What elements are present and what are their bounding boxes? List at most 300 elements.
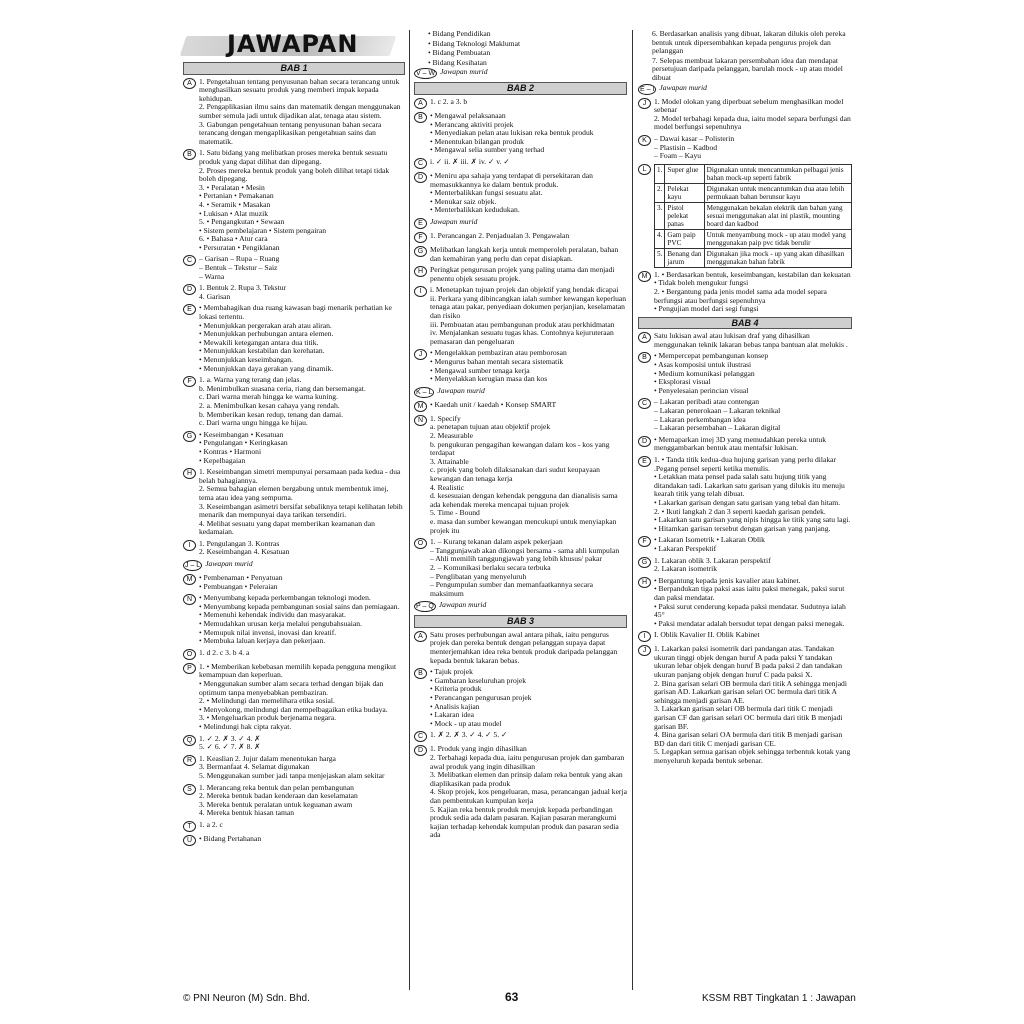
answer-text — [430, 266, 627, 283]
answer-label: J — [414, 349, 427, 360]
answer-line: 1. Pengetahuan tentang penyusunan bahan secara terancang untuk menghasilkan sesuatu produk yang memberi impak kepada kehidupan. — [199, 76, 400, 103]
answer-line: 4. • Seramik • Masakan — [199, 199, 271, 209]
answer-line: • Pengujian model dari segi fungsi — [654, 304, 759, 314]
answer-label: A — [414, 631, 427, 642]
answer-line: 2. – Komunikasi berlaku secara terbuka — [430, 562, 551, 572]
answer-line: • Letakkan mata pensel pada salah satu hujung titik yang ditandakan tadi. Lakarkan satu garisan yang dilukis itu menuju kearah titik yang telah dibuat. — [654, 472, 845, 499]
answer-line: – Bentuk – Tekstur – Saiz — [199, 263, 278, 273]
answer-block — [183, 78, 405, 147]
answer-text — [199, 304, 405, 373]
answer-text — [430, 218, 627, 229]
answer-line: 2. Model terbahagi kepada dua, iaitu model separa berfungsi dan model berfungsi sepenuhnya — [654, 113, 851, 132]
answer-label: D — [183, 284, 196, 295]
answer-text — [654, 135, 852, 161]
answer-line: • Menunjukkan keseimbangan. — [199, 355, 293, 364]
answer-label: V – W — [416, 70, 436, 78]
answer-line: • Mengurus bahan mentah secara sistematik — [430, 357, 564, 367]
answer-line: • Lakaran Isometrik • Lakaran Oblik — [654, 535, 765, 545]
answer-block — [183, 735, 405, 752]
answer-line: 1. d 2. c 3. b 4. a — [199, 647, 250, 657]
answer-label: H — [183, 468, 196, 479]
answer-label: A — [638, 332, 651, 343]
answer-line: 1. Keaslian 2. Jujur dalam menentukan harga — [199, 753, 336, 763]
answer-line: 4. Mereka bentuk hiasan taman — [199, 808, 295, 818]
answer-line: • Memupuk nilai invensi, inovasi dan kreatif. — [199, 627, 337, 637]
answer-line: b. Menimbulkan suasana ceria, riang dan bersemangat. — [199, 383, 366, 393]
answer-line: – Plastisin – Kadbod — [654, 142, 718, 152]
answer-text — [430, 172, 627, 215]
answer-text — [430, 415, 627, 535]
answer-line: Jawapan murid — [659, 82, 707, 92]
answer-block — [638, 577, 852, 629]
answer-label: B — [638, 352, 651, 363]
answer-line: 2. Lakaran isometrik — [654, 564, 718, 574]
answer-line: • Lakaran Perspektif — [654, 543, 717, 553]
answer-block — [638, 135, 852, 161]
answer-line: • Pembuangan • Peleraian — [199, 581, 278, 591]
answer-line: • Mewakili ketegangan antara dua titik. — [199, 337, 319, 347]
answer-label: N — [183, 594, 196, 605]
answer-line: 2. Measurable — [430, 431, 474, 440]
answer-label: E — [638, 456, 651, 467]
answer-line: 2. Terbahagi kepada dua, iaitu pengurusan projek dan gambaran awal produk yang ingin dihasilkan — [430, 753, 625, 771]
adhesive-table — [654, 164, 852, 268]
table-cell-no: 5. — [655, 248, 665, 267]
table-cell-desc: Digunakan untuk mencantumkan pelbagai jenis bahan mock-up seperti fabrik — [704, 164, 851, 183]
answer-label: T — [183, 821, 196, 832]
answer-line: • Menyokong, melindungi dan mempelbagaikan etika budaya. — [199, 704, 388, 714]
answer-line: 1. – Kurang tekanan dalam aspek pekerjaan — [430, 537, 563, 547]
answer-line: 1. Lakaran oblik 3. Lakaran perspektif — [654, 555, 771, 565]
answer-line: Jawapan murid — [205, 559, 253, 569]
answer-label: F — [638, 536, 651, 547]
answer-line: • Medium komunikasi pelanggan — [654, 368, 755, 378]
table-cell-no: 2. — [655, 183, 665, 202]
answer-line: c. Dari warna ungu hingga ke hijau. — [199, 418, 308, 428]
answer-block — [638, 456, 852, 533]
answer-line: 4. Skop projek, kos pengeluaran, masa, perancangan jadual kerja dan pembentukan kumpulan kerja — [430, 787, 627, 805]
answer-text — [430, 668, 627, 728]
answer-line: • Bergantung kepada jenis kavalier atau kabinet. — [654, 575, 801, 585]
table-cell-no: 4. — [655, 229, 665, 248]
answer-label: K — [638, 135, 651, 146]
answer-label: B — [414, 668, 427, 679]
answer-text — [199, 821, 405, 832]
answer-line: i. ✓ ii. ✗ iii. ✗ iv. ✓ v. ✓ — [430, 156, 510, 166]
answer-line: 1. Bentuk 2. Rupa 3. Tekstur — [199, 283, 287, 293]
answer-block — [638, 352, 852, 395]
answer-text — [654, 536, 852, 553]
answer-line: I. Oblik Kavalier II. Oblik Kabinet — [654, 630, 760, 640]
answer-label: G — [183, 431, 196, 442]
page-title: JAWAPAN — [227, 30, 359, 58]
answer-block — [414, 745, 627, 840]
answer-label: J — [638, 98, 651, 109]
answer-text — [654, 98, 852, 132]
answer-block — [183, 431, 405, 465]
bab-3-answers — [414, 631, 627, 840]
answer-line: iv. Menjalankan sesuatu tugas khas. Contohnya kejuruteraan pemasaran dan pengeluaran — [430, 328, 614, 346]
table-cell-item: Benang dan jarum — [665, 248, 704, 267]
answer-text — [654, 436, 852, 453]
answer-line: • Keseimbangan • Kesatuan — [199, 429, 284, 439]
answer-label: F — [414, 232, 427, 243]
answer-line: • Kontras • Harmoni — [199, 446, 262, 456]
answer-label: C — [414, 158, 427, 169]
answer-line: 2. Mereka bentuk badan kenderaan dan keselamatan — [199, 791, 358, 801]
answer-block — [414, 731, 627, 742]
answer-line: • Memenuhi kehendak individu dan masyarakat. — [199, 610, 346, 620]
answer-line: 3. Lakarkan garisan selari OB bermula dari titik C menjadi garisan CF dan garisan selari OC bermula dari titik B menjadi garisan BF. — [654, 704, 843, 731]
chapter-heading-bab-2: BAB 2 — [414, 82, 627, 95]
bab-1-answers — [183, 78, 405, 846]
answer-text — [430, 731, 627, 742]
answer-block — [414, 218, 627, 229]
answer-line: • Mengawal pelaksanaan — [430, 110, 506, 120]
answer-block — [183, 255, 405, 281]
answer-line: • Melindungi hak cipta rakyat. — [199, 721, 292, 731]
answer-block — [638, 271, 852, 314]
answer-line: 3. Attainable — [430, 456, 469, 466]
answer-line: • Bidang Kesihatan — [428, 57, 487, 67]
answer-block — [638, 84, 852, 95]
table-cell-no: 3. — [655, 202, 665, 229]
answer-block — [183, 284, 405, 301]
answer-line: – Lakaran persembahan – Lakaran digital — [654, 423, 781, 433]
answer-block — [638, 557, 852, 574]
answer-label: D — [414, 172, 427, 183]
answer-text — [654, 557, 852, 574]
answer-line: 3. Mereka bentuk peralatan untuk keguanan awam — [199, 799, 353, 809]
answer-text — [430, 158, 627, 169]
answer-text — [199, 78, 405, 147]
answer-text — [199, 735, 405, 752]
answer-block — [183, 376, 405, 428]
answer-text — [430, 98, 627, 109]
answer-line: 2. Proses mereka bentuk produk yang boleh dilihat tetapi tidak boleh dipegang. — [199, 165, 390, 184]
answer-line: • Mengelakkan pembaziran atau pemborosan — [430, 348, 567, 358]
answer-label: G — [414, 246, 427, 257]
answer-line: – Lakaran perkembangan idea — [654, 414, 746, 424]
answer-line: 5. • Pengangkutan • Sewaan — [199, 217, 285, 227]
answer-label: E — [183, 304, 196, 315]
chapter-heading-bab-4: BAB 4 — [638, 317, 852, 330]
answer-line: b. Memberikan kesan redup, tenang dan damai. — [199, 409, 344, 419]
answer-line: 1. Produk yang ingin dihasilkan — [430, 744, 527, 754]
answer-block — [414, 266, 627, 283]
answer-label: A — [183, 78, 196, 89]
answer-line: 6. Berdasarkan analisis yang dibuat, lakaran dilukis oleh pereka bentuk untuk dipersembahkan kepada pengurus projek dan pelanggan — [652, 30, 846, 56]
answer-block — [414, 349, 627, 383]
answer-line: iii. Pembuatan atau pembangunan produk atau perkhidmatan — [430, 319, 615, 329]
answer-line: – Ahli memilih tanggungjawab yang lebih khusus/ pakar — [430, 554, 602, 564]
table-cell-no: 1. — [655, 164, 665, 183]
table-cell-item: Pistol pelekat panas — [665, 202, 704, 229]
answer-label: R — [183, 755, 196, 766]
answer-line: • Pengulangan • Keringkasan — [199, 438, 288, 448]
answer-line: • Menunjukkan kestabilan dan kerehatan. — [199, 346, 325, 356]
answer-line: 1. Merancang reka bentuk dan pelan pembangunan — [199, 782, 354, 792]
answer-line: 2. Pengaplikasian ilmu sains dan matematik dengan menggunakan sumber semula jadi untuk dijadikan alat, tenaga atau sistem. — [199, 102, 401, 120]
answer-line: • Tajuk projek — [430, 667, 473, 677]
answer-line: 1. Model olokan yang diperbuat sebelum menghasilkan model sebenar — [654, 96, 844, 115]
answer-line: • Menyediakan pelan atau lukisan reka bentuk produk — [430, 128, 594, 138]
answer-line: • Menggunakan sumber alam secara terhad dengan bijak dan optimum tanpa menyebabkan pembaziran. — [199, 679, 384, 697]
answer-line: • Gambaran keseluruhan projek — [430, 675, 527, 685]
answer-line: • Paksi mendatar adalah bersudut tepat dengan paksi menegak. — [654, 618, 845, 628]
answer-line: • Paksi surut cenderung kepada paksi mendatar. Sudutnya ialah 45° — [654, 601, 846, 620]
answer-block — [414, 631, 627, 665]
answer-line: 2. • Ikuti langkah 2 dan 3 seperti kaedah garisan pendek. — [654, 506, 826, 516]
answer-line: 6. • Bahasa • Atur cara — [199, 234, 268, 244]
answer-line: 1. c 2. a 3. b — [430, 96, 468, 106]
answer-line: Jawapan murid — [437, 385, 485, 395]
answer-block — [414, 98, 627, 109]
column-1 — [183, 60, 405, 980]
answer-line: 1. • Memberikan kebebasan memilih kepada pengguna mengikut kemampuan dan keperluan. — [199, 661, 397, 680]
answer-line: 3. • Peralatan • Mesin — [199, 182, 265, 192]
answer-label: N — [414, 415, 427, 426]
answer-label: G — [638, 557, 651, 568]
answer-line: • Menyumbang kepada perkembangan teknologi moden. — [199, 593, 371, 603]
answer-text — [654, 352, 852, 395]
answer-label: F — [183, 376, 196, 387]
answer-block — [638, 631, 852, 642]
answer-text — [439, 601, 627, 612]
answer-line: 3. Gabungan pengetahuan tentang penyusunan bahan secara terancang dengan mengaplikasikan pengetahuan sains dan matematik. — [199, 119, 382, 146]
answer-text — [199, 468, 405, 537]
answer-line: 5. Kajian reka bentuk produk merujuk kepada perbandingan produk sedia ada dalam pasaran. Kajian pasaran merangkumi kajian terhadap kehendak kumpulan produk dan pasaran sedia ada — [430, 804, 619, 840]
answer-line: • Tidak boleh mengukur fungsi — [654, 278, 749, 288]
answer-line: • Bidang Pertahanan — [199, 833, 262, 843]
answer-label: P — [183, 663, 196, 674]
answer-line: a. penetapan tujuan atau objektif projek — [430, 422, 551, 432]
table-cell-item: Pelekat kayu — [665, 183, 704, 202]
answer-block — [183, 821, 405, 832]
answer-text — [430, 112, 627, 155]
answer-block — [638, 645, 852, 765]
answer-block — [183, 560, 405, 571]
answer-label: I — [414, 286, 427, 297]
answer-line: • Lakarkan garisan dengan satu garisan yang tebal dan hitam. — [654, 497, 841, 507]
answer-line: • Persuratan • Pengiklanan — [199, 242, 280, 252]
answer-label: B — [414, 112, 427, 123]
answer-text — [659, 84, 852, 95]
answer-text — [654, 577, 852, 629]
answer-label: D — [638, 436, 651, 447]
bab-3-continued — [638, 30, 852, 83]
table-row — [655, 183, 852, 202]
answer-line: • Sistem pembelajaran • Sistem pengairan — [199, 225, 326, 235]
answer-line: • Pertanian • Pemakanan — [199, 191, 274, 201]
answer-line: • Mempercepat pembangunan konsep — [654, 351, 769, 361]
column-3 — [638, 30, 852, 990]
answer-line: – Garisan – Rupa – Ruang — [199, 254, 280, 264]
answer-label: C — [414, 731, 427, 742]
answer-text — [654, 398, 852, 432]
answer-label: C — [183, 255, 196, 266]
answer-block — [183, 784, 405, 818]
answer-line: • Menentukan bilangan produk — [430, 136, 524, 146]
answer-line: 2. a. Menimbulkan kesan cahaya yang rendah. — [199, 400, 340, 410]
answer-line: • Bidang Teknologi Maklumat — [428, 38, 521, 48]
answer-line: • Menukar saiz objek. — [430, 196, 497, 206]
answer-block — [414, 601, 627, 612]
answer-block — [638, 536, 852, 553]
answer-text — [430, 246, 627, 263]
answer-line: 2. Bina garisan selari OB bermula dari titik A sehingga menjadi garisan AD. Lakarkan garisan selari OC bermula dari titik A sehingga menjadi garisan AE. — [654, 678, 847, 705]
answer-line: – Penglibatan yang menyeluruh — [430, 571, 527, 581]
answer-line: • Menyumbang kepada pembangunan sosial sains dan pemiagaan. — [199, 601, 400, 611]
answer-line: – Pengumpulan sumber dan memanfaatkannya secara maksimum — [430, 580, 593, 598]
answer-label: O — [414, 538, 427, 549]
answer-line: • Kaedah unit / kaedah • Konsep SMART — [430, 399, 557, 409]
answer-label: M — [414, 401, 427, 412]
answer-block — [414, 387, 627, 398]
answer-line: • Kriteria produk — [430, 684, 482, 694]
answer-line: 1. Pengulangan 3. Kontras — [199, 538, 280, 548]
answer-line: • Menyelakkan kerugian masa dan kos — [430, 374, 548, 384]
answer-block — [414, 286, 627, 346]
answer-label: E – I — [640, 85, 655, 93]
answer-line: 3. Melibatkan elemen dan prinsip dalam reka bentuk yang akan diaplikasikan pada produk — [430, 770, 623, 788]
answer-line: 1. Lakarkan paksi isometrik dari pandangan atas. Tandakan ukuran tinggi objek dengan huruf A pada paksi Y tandakan ukuran lebar objek dengan huruf B pada paksi 2 dan tandakan ukuran panjang objek dengan huruf C pada paksi X. — [654, 644, 843, 680]
answer-text — [205, 560, 405, 571]
answer-text — [654, 631, 852, 642]
answer-label: L — [638, 164, 651, 175]
answer-block — [414, 668, 627, 728]
answer-line: Peringkat pengurusan projek yang paling utama dan menjadi penentu objek sesuatu projek. — [430, 265, 615, 283]
answer-line: i. Menetapkan tujuan projek dan objektif yang hendak dicapai — [430, 285, 619, 295]
answer-line: 2. Keseimbangan 4. Kesatuan — [199, 547, 290, 557]
answer-block — [414, 415, 627, 535]
answer-line: – Lakaran penerokaan – Lakaran teknikal — [654, 406, 781, 416]
answer-text — [199, 431, 405, 465]
answer-text — [199, 755, 405, 781]
answer-line: • Lakaran idea — [430, 710, 474, 720]
answer-block — [414, 246, 627, 263]
answer-line: Satu proses perhubungan awal antara pihak, iaitu pengurus projek dan pereka bentuk dengan pelanggan supaya dapat menterjemahkan idea reka bentuk produk daripada pelanggan kepada bentuk lakaran bebas. — [430, 629, 618, 665]
answer-block — [414, 538, 627, 598]
answer-text: Jawapan murid — [440, 67, 488, 77]
answer-block — [638, 332, 852, 349]
answer-line: • Menunjukkan perhubungan antara elemen. — [199, 329, 334, 339]
answer-line: • Membahagikan dua ruang kawasan bagi menarik perhatian ke lokasi tertentu. — [199, 303, 392, 322]
answer-line: e. masa dan sumber kewangan mencukupi untuk menyiapkan projek itu — [430, 516, 617, 535]
answer-block — [414, 158, 627, 169]
answer-text — [199, 540, 405, 557]
answer-line: – Foam – Kayu — [654, 151, 702, 161]
answer-line: d. kesesuaian dengan kehendak pengguna dan dianalisis sama ada kehendak mereka mencapai tujuan projek — [430, 491, 618, 509]
answer-line: • Berpandukan tiga paksi asas iaitu paksi menegak, paksi surut dan paksi mendatar. — [654, 584, 845, 602]
answer-text — [654, 645, 852, 765]
answer-text — [199, 594, 405, 646]
answer-text — [199, 284, 405, 301]
answer-line: – Tanggunjawab akan dikongsi bersama - sama ahli kumpulan — [430, 545, 620, 555]
table-cell-desc: Digunakan jika mock - up yang akan dihasilkan menggunakan bahan fabrik — [704, 248, 851, 267]
answer-text — [199, 784, 405, 818]
column-divider-2 — [632, 30, 633, 990]
answer-line: 1. • Berdasarkan bentuk, keseimbangan, kestabilan dan kekuatan — [654, 269, 851, 279]
answer-label: P – Q — [416, 603, 434, 611]
answer-label: I — [183, 540, 196, 551]
answer-line: ii. Perkara yang dibincangkan ialah sumber kewangan keperluan tenaga atau pakar, penyediaan dokumen perjanjian, keselamatan dan risiko — [430, 293, 627, 321]
answer-text — [430, 538, 627, 598]
table-cell-desc: Untuk menyambung mock - up atau model yang menggunakan paip pvc tidak berulir — [704, 229, 851, 248]
answer-label: S — [183, 784, 196, 795]
column-divider-1 — [409, 30, 410, 990]
answer-line: 2. • Melindungi dan memelihara etika sosial. — [199, 696, 335, 706]
answer-line: b. pengukuran pengagihan kewangan dalam kos - kos yang terdapat — [430, 439, 610, 458]
answer-line: • Penyelesaian perincian visual — [654, 385, 749, 395]
answer-line: • Memaparkan imej 3D yang memudahkan pereka untuk menggambarkan bentuk atau mentafsir lukisan. — [654, 434, 826, 453]
answer-line: • Perancangan pengurusan projek — [430, 693, 532, 703]
chapter-heading-bab-1: BAB 1 — [183, 62, 405, 75]
answer-line: • Bidang Pendidikan — [428, 30, 491, 38]
answer-label: J — [638, 645, 651, 656]
answer-block — [183, 540, 405, 557]
answer-line: 1. ✓ 2. ✗ 3. ✓ 4. ✗ — [199, 733, 261, 743]
answer-line: • Menunjukkan daya gerakan yang dinamik. — [199, 363, 334, 373]
answer-line: 1. Satu bidang yang melibatkan proses mereka bentuk sesuatu produk yang dapat dilihat dan dipegang. — [199, 148, 388, 166]
answer-line: • Merancang aktiviti projek — [430, 119, 514, 129]
answer-block — [414, 172, 627, 215]
table-row — [655, 248, 852, 267]
answer-line: 2. • Bergantung pada jenis model sama ada model separa berfungsi atau berfungsi sepenuhnya — [654, 286, 827, 305]
answer-text — [199, 255, 405, 281]
answer-line: • Memudahkan urusan kerja melalui pengubahsuaian. — [199, 619, 362, 629]
answer-line: • Pembenaman • Penyatuan — [199, 573, 283, 583]
answer-block — [414, 401, 627, 412]
answer-line: • Kepelbagaian — [199, 455, 246, 465]
answer-label: K – L — [416, 388, 433, 396]
answer-block — [183, 663, 405, 732]
answer-label: J – L — [185, 562, 201, 570]
answer-block — [183, 468, 405, 537]
answer-block — [183, 649, 405, 660]
answer-line: • Menterbalikkan kedudukan. — [430, 205, 520, 215]
table-cell-desc: Digunakan untuk mencantumkan dua atau lebih permukaan bahan berunsur kayu — [704, 183, 851, 202]
answer-label: O — [183, 649, 196, 660]
answer-label: A — [414, 98, 427, 109]
answer-line: 4. Garisan — [199, 291, 231, 301]
answer-label: D — [414, 745, 427, 756]
answer-text — [654, 271, 852, 314]
answer-line: 5. Time - Bound — [430, 508, 480, 518]
answer-line: Melibatkan langkah kerja untuk memperoleh peralatan, bahan dan kemahiran yang perlu dan cepat disiapkan. — [430, 244, 619, 263]
answer-text — [199, 376, 405, 428]
answer-line: 5. ✓ 6. ✓ 7. ✗ 8. ✗ — [199, 742, 261, 752]
answer-line: • Bidang Pembuatan — [428, 48, 491, 58]
answer-text — [430, 401, 627, 412]
answer-block — [638, 98, 852, 132]
answer-text — [654, 456, 852, 533]
answer-line: 1. • Tanda titik kedua-dua hujung garisan yang perlu dilakar .Pegang pensel seperti ketika menulis. — [654, 455, 837, 473]
answer-line: c. projek yang boleh dilaksanakan dari sudut keupayaan kewangan dan tenaga kerja — [430, 465, 600, 483]
answer-line: Jawapan murid — [438, 600, 487, 610]
answer-line: • Mengawal selia sumber yang terhad — [430, 145, 545, 155]
answer-text — [199, 149, 405, 252]
answer-block — [638, 436, 852, 453]
answer-block — [183, 594, 405, 646]
answer-line: 5. Menggunakan sumber jadi tanpa menjejaskan alam sekitar — [199, 770, 385, 780]
chapter-heading-bab-3: BAB 3 — [414, 615, 627, 628]
answer-line: • Asas komposisi untuk ilustrasi — [654, 360, 752, 370]
table-row — [655, 202, 852, 229]
answer-label: C — [638, 398, 651, 409]
answer-label: I — [638, 631, 651, 642]
answer-block — [183, 835, 405, 846]
